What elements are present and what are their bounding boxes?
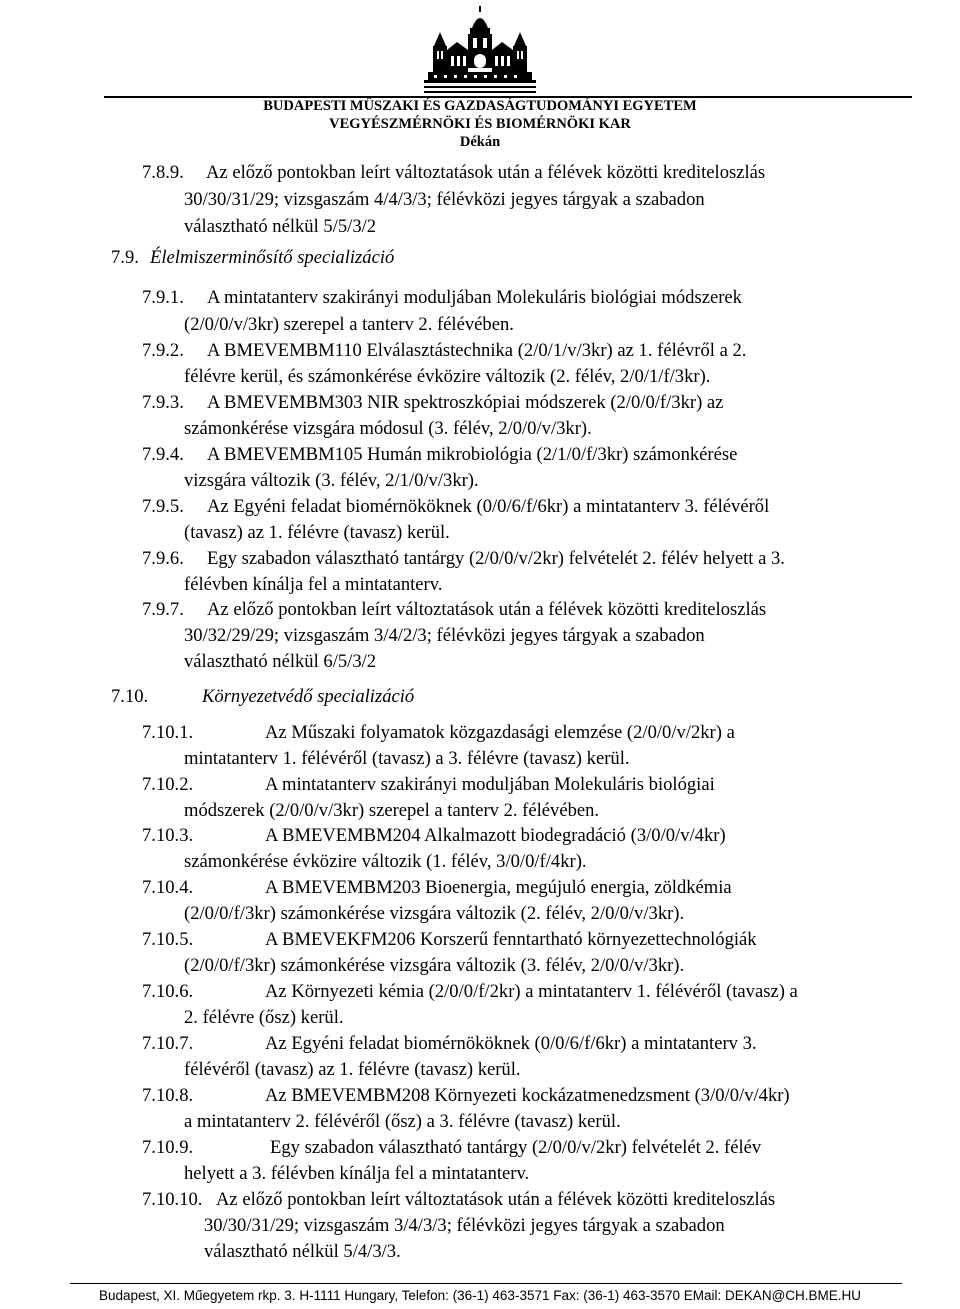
item-text: A mintatanterv szakirányi moduljában Molekuláris biológiai bbox=[265, 774, 715, 795]
item-text: módszerek (2/0/0/v/3kr) szerepel a tanterv 2. félévében. bbox=[184, 800, 600, 821]
item-text: félévre kerül, és számonkérése évközire változik (2. félév, 2/0/1/f/3kr). bbox=[184, 366, 711, 387]
item-number: 7.10.3. bbox=[142, 825, 194, 846]
item-text: A BMEVEMBM204 Alkalmazott biodegradáció (3/0/0/v/4kr) bbox=[265, 825, 726, 846]
item-number: 7.10.7. bbox=[142, 1033, 194, 1054]
section-number: 7.10.10. bbox=[142, 1189, 203, 1210]
item-number: 7.10.2. bbox=[142, 774, 194, 795]
paragraph-line: Az előző pontokban leírt változtatások után a félévek közötti krediteloszlás bbox=[207, 599, 767, 620]
item-text: vizsgára változik (3. félév, 2/1/0/v/3kr). bbox=[184, 470, 479, 491]
item-text: Az Környezeti kémia (2/0/0/f/2kr) a mintatanterv 1. félévéről (tavasz) a bbox=[265, 981, 798, 1002]
office-name: Dékán bbox=[459, 134, 501, 150]
paragraph-line: 30/30/31/29; vizsgaszám 3/4/3/3; félévközi jegyes tárgyak a szabadon bbox=[204, 1215, 725, 1236]
item-number: 7.10.8. bbox=[142, 1085, 194, 1106]
item-text: (2/0/0/f/3kr) számonkérése vizsgára változik (2. félév, 2/0/0/v/3kr). bbox=[184, 903, 685, 924]
item-number: 7.9.2. bbox=[142, 340, 184, 361]
item-number: 7.10.4. bbox=[142, 877, 194, 898]
item-text: Az Műszaki folyamatok közgazdasági elemzése (2/0/0/v/2kr) a bbox=[265, 722, 735, 743]
item-number: 7.10.6. bbox=[142, 981, 194, 1002]
item-text: számonkérése évközire változik (1. félév, 3/0/0/f/4kr). bbox=[184, 851, 587, 872]
item-text: mintatanterv 1. félévéről (tavasz) a 3. félévre (tavasz) kerül. bbox=[184, 748, 630, 769]
paragraph-line: választható nélkül 6/5/3/2 bbox=[184, 651, 377, 672]
faculty-name: VEGYÉSZMÉRNÖKI ÉS BIOMÉRNÖKI KAR bbox=[329, 116, 631, 132]
item-text: a mintatanterv 2. félévéről (ősz) a 3. félévre (tavasz) kerül. bbox=[184, 1111, 621, 1132]
item-text: Az BMEVEMBM208 Környezeti kockázatmenedzsment (3/0/0/v/4kr) bbox=[265, 1085, 790, 1106]
item-number: 7.9.6. bbox=[142, 548, 184, 569]
university-name: BUDAPESTI MŰSZAKI ÉS GAZDASÁGTUDOMÁNYI EGYETEM bbox=[263, 98, 697, 114]
paragraph-line: választható nélkül 5/4/3/3. bbox=[204, 1241, 401, 1262]
university-logo bbox=[424, 6, 536, 94]
item-text: Egy szabadon választható tantárgy (2/0/0/v/2kr) felvételét 2. félév helyett a 3. bbox=[207, 548, 785, 569]
item-text: A BMEVEMBM110 Elválasztástechnika (2/0/1/v/3kr) az 1. félévről a 2. bbox=[207, 340, 747, 361]
item-text: Az Egyéni feladat biomérnököknek (0/0/6/f/6kr) a mintatanterv 3. félévéről bbox=[207, 496, 770, 517]
item-text: Az Egyéni feladat biomérnököknek (0/0/6/f/6kr) a mintatanterv 3. bbox=[265, 1033, 757, 1054]
item-number: 7.9.5. bbox=[142, 496, 184, 517]
item-text: A BMEVEMBM105 Humán mikrobiológia (2/1/0/f/3kr) számonkérése bbox=[207, 444, 738, 465]
section-heading-title: Élelmiszerminősítő specializáció bbox=[150, 247, 395, 268]
footer-divider bbox=[70, 1283, 902, 1284]
section-number: 7.9.7. bbox=[142, 599, 184, 620]
item-text: A BMEVEMBM303 NIR spektroszkópiai módszerek (2/0/0/f/3kr) az bbox=[207, 392, 724, 413]
paragraph-line: Az előző pontokban leírt változtatások után a félévek közötti krediteloszlás bbox=[206, 162, 766, 183]
section-heading-number: 7.9. bbox=[111, 247, 139, 268]
item-number: 7.10.1. bbox=[142, 722, 194, 743]
item-number: 7.9.4. bbox=[142, 444, 184, 465]
item-text: Egy szabadon választható tantárgy (2/0/0/v/2kr) felvételét 2. félév bbox=[270, 1137, 762, 1158]
item-text: A mintatanterv szakirányi moduljában Molekuláris biológiai módszerek bbox=[207, 287, 742, 308]
paragraph-line: 30/30/31/29; vizsgaszám 4/4/3/3; félévközi jegyes tárgyak a szabadon bbox=[184, 189, 705, 210]
section-number: 7.8.9. bbox=[142, 162, 184, 183]
section-heading-number: 7.10. bbox=[111, 686, 149, 707]
header-divider bbox=[104, 96, 912, 98]
item-number: 7.9.1. bbox=[142, 287, 184, 308]
item-number: 7.10.9. bbox=[142, 1137, 194, 1158]
section-heading-title: Környezetvédő specializáció bbox=[202, 686, 415, 707]
item-text: (tavasz) az 1. félévre (tavasz) kerül. bbox=[184, 522, 450, 543]
item-text: helyett a 3. félévben kínálja fel a mintatanterv. bbox=[184, 1163, 530, 1184]
item-text: félévben kínálja fel a mintatanterv. bbox=[184, 574, 443, 595]
paragraph-line: 30/32/29/29; vizsgaszám 3/4/2/3; félévközi jegyes tárgyak a szabadon bbox=[184, 625, 705, 646]
paragraph-line: választható nélkül 5/5/3/2 bbox=[184, 216, 377, 237]
item-text: A BMEVEKFM206 Korszerű fenntartható környezettechnológiák bbox=[265, 929, 757, 950]
item-number: 7.9.3. bbox=[142, 392, 184, 413]
item-text: félévéről (tavasz) az 1. félévre (tavasz) kerül. bbox=[184, 1059, 521, 1080]
paragraph-line: Az előző pontokban leírt változtatások után a félévek közötti krediteloszlás bbox=[216, 1189, 776, 1210]
item-text: A BMEVEMBM203 Bioenergia, megújuló energia, zöldkémia bbox=[265, 877, 732, 898]
item-text: 2. félévre (ősz) kerül. bbox=[184, 1007, 344, 1028]
item-text: (2/0/0/v/3kr) szerepel a tanterv 2. félévében. bbox=[184, 314, 514, 335]
item-number: 7.10.5. bbox=[142, 929, 194, 950]
item-text: (2/0/0/f/3kr) számonkérése vizsgára változik (3. félév, 2/0/0/v/3kr). bbox=[184, 955, 685, 976]
item-text: számonkérése vizsgára módosul (3. félév, 2/0/0/v/3kr). bbox=[184, 418, 592, 439]
footer-address: Budapest, XI. Műegyetem rkp. 3. H-1111 Hungary, Telefon: (36-1) 463-3571 Fax: (36-1) 463-3570 EMail: DEKAN@CH.BME.HU bbox=[98, 1288, 862, 1303]
